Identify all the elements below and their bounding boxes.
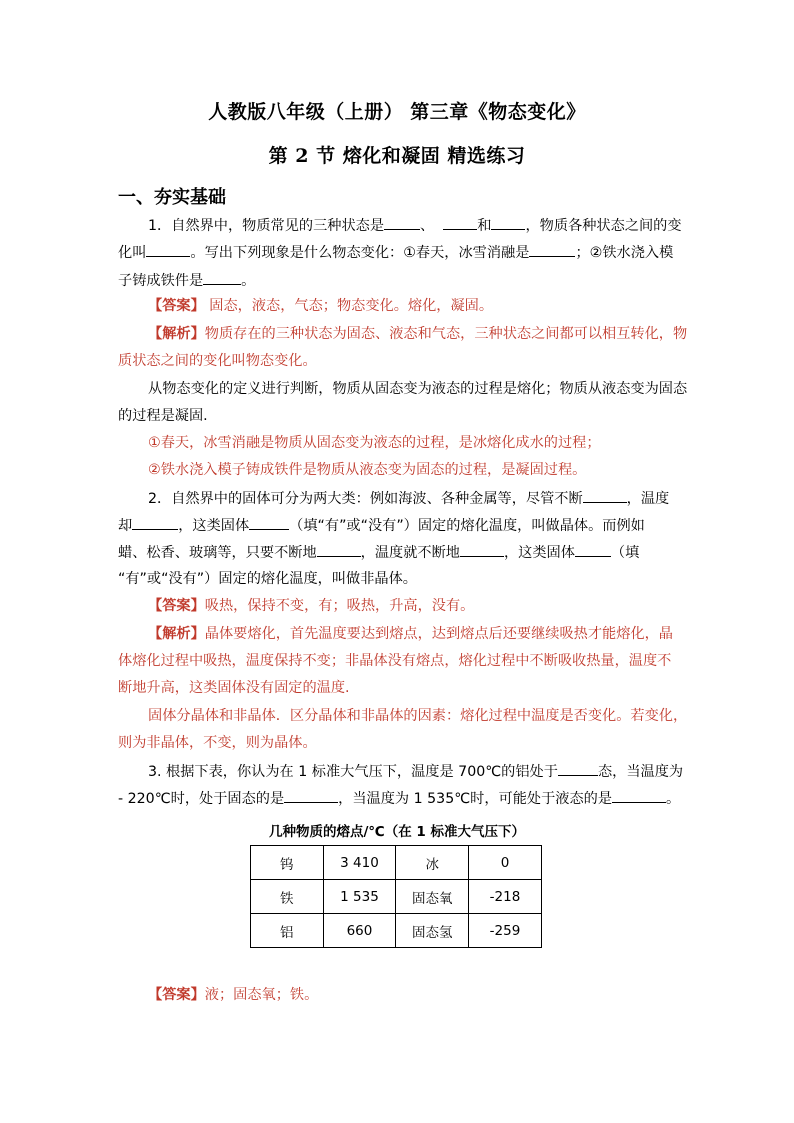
answer-blank [146,242,190,257]
q1-text: 、 [420,218,435,234]
answer-text: 液；固态氧；铁。 [204,987,319,1003]
table-caption: 几种物质的熔点/℃（在 1 标准大气压下） [268,824,526,840]
answer-tag: 【答案】 [148,598,205,614]
table-cell: 660 [323,914,396,948]
q1-line-2 [118,242,673,263]
q2-analysis-line-5: 则为非晶体，不变，则为晶体。 [118,735,317,751]
answer-blank [583,488,627,503]
table-cell: 0 [468,846,541,880]
section-heading: 一、夯实基础 [118,187,226,208]
q2-line-4: “有”或“没有”）固定的熔化温度，叫做非晶体。 [118,571,417,587]
q1-line-3 [118,270,255,291]
table-cell: 固态氧 [396,880,469,914]
answer-blank [558,761,598,776]
table-row [251,880,542,914]
q3-text: - 220℃时，处于固态的是 [118,791,285,807]
q1-text: 。 [241,273,256,289]
answer-tag: 【答案】 [148,298,205,314]
q1-answer [148,296,493,316]
q1-text: 1．自然界中，物质常见的三种状态是 [148,218,385,234]
q2-text: ，这类固体 [503,545,575,561]
answer-blank [460,542,504,557]
answer-blank [575,542,611,557]
answer-blank [491,215,525,230]
q2-text: ，这类固体 [178,518,250,534]
table-cell: -218 [468,880,541,914]
answer-text: 吸热，保持不变，有；吸热，升高，没有。 [204,598,475,614]
q1-text: 和 [477,218,492,234]
table-cell: 3 410 [323,846,396,880]
table-row [251,846,542,880]
analysis-text: 物质存在的三种状态为固态、液态和气态，三种状态之间都可以相互转化，物 [204,326,688,342]
q2-analysis-line-4: 固体分晶体和非晶体．区分晶体和非晶体的因素：熔化过程中温度是否变化。若变化， [148,708,688,724]
q2-text: 却 [118,518,133,534]
q2-text: （填 [610,545,640,561]
answer-blank [443,215,477,230]
answer-blank [317,542,361,557]
table-cell: 1 535 [323,880,396,914]
answer-blank [384,215,420,230]
q3-text: 。 [666,791,681,807]
table-cell: -259 [468,914,541,948]
answer-blank [249,515,289,530]
table-cell: 冰 [396,846,469,880]
q2-line-2 [118,515,645,536]
table-cell: 固态氢 [396,914,469,948]
q2-line-1 [148,488,669,509]
q2-text: 2．自然界中的固体可分为两大类：例如海波、各种金属等，尽管不断 [148,491,583,507]
answer-blank [529,242,575,257]
q1-line-1 [148,215,682,236]
q2-analysis-line-3: 断地升高，这类固体没有固定的温度. [118,680,350,696]
table-cell: 铝 [251,914,324,948]
document-title: 人教版八年级（上册） 第三章《物态变化》 [208,101,586,123]
q1-text: 。写出下列现象是什么物态变化：①春天，冰雪消融是 [190,245,530,261]
melting-point-table [250,845,542,948]
q1-text: 子铸成铁件是 [118,273,204,289]
table-row [251,914,542,948]
q2-text: ，温度 [626,491,670,507]
q2-line-3 [118,542,639,563]
answer-blank [132,515,178,530]
q1-analysis-line-2: 质状态之间的变化叫物态变化。 [118,353,317,369]
q3-text: ，当温度为 1 535℃时，可能处于液态的是 [338,791,613,807]
analysis-tag: 【解析】 [148,326,205,342]
q2-text: 蜡、松香、玻璃等，只要不断地 [118,545,317,561]
section-title: 第 2 节 熔化和凝固 精选练习 [268,145,526,167]
answer-blank [203,270,241,285]
q3-answer [148,985,318,1005]
q3-text: 3. 根据下表，你认为在 1 标准大气压下，温度是 700℃的铝处于 [148,764,558,780]
q3-line-2 [118,788,680,809]
q2-analysis-line-1 [148,624,673,644]
q3-line-1 [148,761,683,782]
q1-analysis-line-6: ②铁水浇入模子铸成铁件是物质从液态变为固态的过程，是凝固过程。 [148,462,587,478]
q2-answer [148,596,474,616]
q3-text: 态，当温度为 [597,764,684,780]
analysis-tag: 【解析】 [148,626,205,642]
q1-analysis-line-1 [148,324,687,344]
q2-analysis-line-2: 体熔化过程中吸热，温度保持不变；非晶体没有熔点，熔化过程中不断吸收热量，温度不 [118,653,672,669]
table-cell: 铁 [251,880,324,914]
analysis-text: 晶体要熔化，首先温度要达到熔点，达到熔点后还要继续吸热才能熔化，晶 [204,626,673,642]
table-cell: 钨 [251,846,324,880]
q1-analysis-line-3: 从物态变化的定义进行判断，物质从固态变为液态的过程是熔化；物质从液态变为固态 [148,381,688,397]
q1-analysis-line-5: ①春天，冰雪消融是物质从固态变为液态的过程，是冰熔化成水的过程； [148,435,601,451]
q1-text: 化叫 [118,245,147,261]
q1-analysis-line-4: 的过程是凝固. [118,408,208,424]
answer-text: 固态，液态，气态；物态变化。熔化，凝固。 [204,298,494,314]
q1-text: ，物质各种状态之间的变 [525,218,682,234]
q2-text: ，温度就不断地 [360,545,460,561]
q1-text: ；②铁水浇入模 [575,245,674,261]
answer-blank [284,788,338,803]
answer-tag: 【答案】 [148,987,205,1003]
answer-blank [612,788,666,803]
q2-text: （填“有”或“没有”）固定的熔化温度，叫做晶体。而例如 [289,518,645,534]
